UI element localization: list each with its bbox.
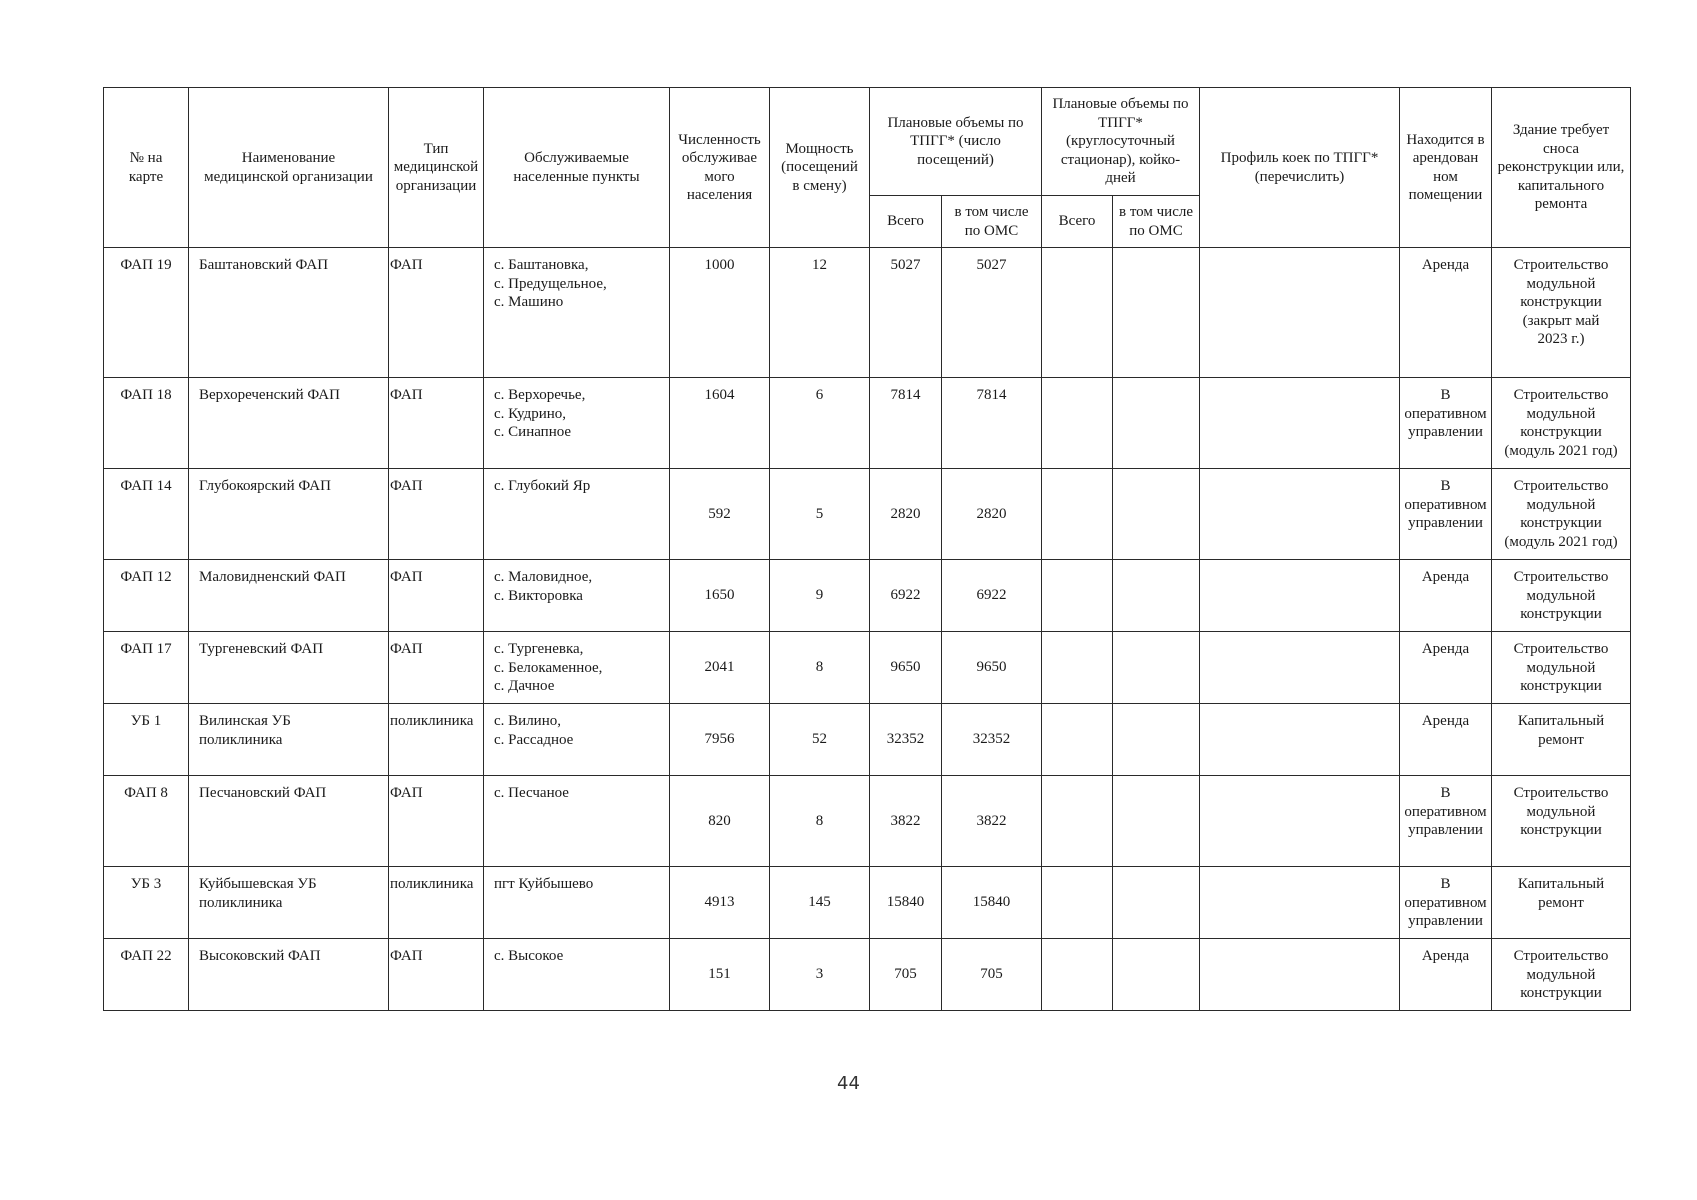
text-line: Аренда [1421, 948, 1470, 964]
text-line: модульной [1526, 803, 1596, 820]
text-line: с. Вилино, [494, 713, 561, 729]
cell-bed-profile [1200, 469, 1400, 560]
text-line: медицинской организации [204, 168, 373, 185]
text-line: Баштановский ФАП [199, 257, 329, 273]
cell-bed-profile [1200, 632, 1400, 704]
text-line: ремонта [1534, 196, 1588, 213]
text-line: ремонт [1538, 894, 1584, 911]
cell-organization-type: ФАП [389, 632, 484, 704]
table-row [104, 704, 1631, 776]
table-row [104, 560, 1631, 632]
header-beds-group [1042, 88, 1200, 196]
cell-premises [1400, 939, 1492, 1011]
text-line: поликлиника [199, 894, 283, 911]
text-line: Строительство [1513, 948, 1609, 964]
text-line: арендован [1412, 150, 1479, 166]
cell-beds-oms [1113, 939, 1200, 1011]
text-line: конструкции [1520, 424, 1602, 440]
text-line: с. Песчаное [494, 785, 569, 801]
cell-organization-name [189, 867, 389, 939]
text-line: конструкции [1520, 294, 1602, 310]
cell-beds-oms [1113, 704, 1200, 776]
cell-bed-profile [1200, 378, 1400, 469]
cell-population: 7956 [670, 704, 770, 776]
text-line: Капитальный [1517, 713, 1605, 729]
text-line: помещении [1408, 187, 1483, 203]
text-line: Строительство [1513, 257, 1609, 273]
table-header [104, 88, 1631, 248]
cell-bed-profile [1200, 704, 1400, 776]
cell-beds-total [1042, 867, 1113, 939]
cell-population: 1650 [670, 560, 770, 632]
text-line: В [1440, 478, 1451, 494]
text-line: модульной [1526, 405, 1596, 422]
cell-organization-type: поликлиника [389, 704, 484, 776]
cell-organization-name [189, 776, 389, 867]
cell-map-number: ФАП 12 [104, 560, 189, 632]
table-row [104, 776, 1631, 867]
text-line: ном [1433, 168, 1458, 185]
header-capacity [770, 88, 870, 248]
cell-building-status [1492, 867, 1631, 939]
text-line: с. Кудрино, [494, 405, 567, 422]
cell-organization-type: поликлиника [389, 867, 484, 939]
text-line: Маловидненский ФАП [199, 569, 346, 585]
cell-organization-name [189, 632, 389, 704]
cell-organization-type: ФАП [389, 939, 484, 1011]
cell-map-number: ФАП 14 [104, 469, 189, 560]
cell-population: 592 [670, 469, 770, 560]
header-visits-group [870, 88, 1042, 196]
text-line: управлении [1408, 913, 1483, 929]
text-line: с. Баштановка, [494, 257, 589, 273]
text-line: (модуль 2021 год) [1504, 442, 1618, 459]
text-line: Куйбышевская УБ [199, 876, 317, 892]
cell-organization-name [189, 469, 389, 560]
cell-visits-oms: 5027 [942, 248, 1042, 378]
cell-beds-oms [1113, 776, 1200, 867]
cell-beds-total [1042, 469, 1113, 560]
text-line: конструкции [1520, 515, 1602, 531]
text-line: Тип [423, 140, 449, 157]
cell-premises [1400, 704, 1492, 776]
text-line: карте [128, 168, 164, 185]
text-line: Аренда [1421, 569, 1470, 585]
cell-building-status [1492, 560, 1631, 632]
text-line: модульной [1526, 496, 1596, 513]
text-line: ТПГГ* [1098, 114, 1143, 131]
cell-visits-total: 5027 [870, 248, 942, 378]
cell-settlements [484, 939, 670, 1011]
text-line: Строительство [1513, 478, 1609, 494]
cell-beds-total [1042, 776, 1113, 867]
cell-capacity: 9 [770, 560, 870, 632]
table-body [104, 248, 1631, 1011]
cell-beds-oms [1113, 867, 1200, 939]
cell-visits-oms: 15840 [942, 867, 1042, 939]
text-line: с. Высокое [494, 948, 564, 964]
text-line: обслуживае [681, 150, 758, 166]
text-line: Высоковский ФАП [199, 948, 321, 964]
cell-building-status [1492, 704, 1631, 776]
header-visits-total: Всего [870, 196, 942, 248]
text-line: Аренда [1421, 713, 1470, 729]
cell-premises [1400, 378, 1492, 469]
cell-bed-profile [1200, 248, 1400, 378]
text-line: Аренда [1421, 257, 1470, 273]
text-line: с. Глубокий Яр [494, 478, 591, 494]
cell-visits-oms: 2820 [942, 469, 1042, 560]
cell-map-number: ФАП 19 [104, 248, 189, 378]
cell-visits-oms: 3822 [942, 776, 1042, 867]
cell-building-status [1492, 469, 1631, 560]
text-line: Строительство [1513, 785, 1609, 801]
cell-map-number: УБ 3 [104, 867, 189, 939]
header-name [189, 88, 389, 248]
cell-population: 2041 [670, 632, 770, 704]
header-premises [1400, 88, 1492, 248]
text-line: организации [395, 177, 477, 194]
text-line: реконструкции или, [1497, 159, 1625, 176]
cell-capacity: 8 [770, 632, 870, 704]
cell-visits-total: 9650 [870, 632, 942, 704]
cell-bed-profile [1200, 776, 1400, 867]
text-line: Аренда [1421, 641, 1470, 657]
cell-beds-oms [1113, 560, 1200, 632]
cell-beds-oms [1113, 632, 1200, 704]
text-line: Профиль коек по ТПГГ* [1220, 150, 1379, 166]
table-row [104, 469, 1631, 560]
text-line: Плановые объемы по [887, 114, 1024, 131]
cell-population: 820 [670, 776, 770, 867]
text-line: населенные пункты [513, 168, 640, 185]
document-sheet [103, 87, 1630, 1011]
cell-bed-profile [1200, 939, 1400, 1011]
cell-beds-total [1042, 704, 1113, 776]
cell-building-status [1492, 632, 1631, 704]
header-settlements [484, 88, 670, 248]
table-row [104, 939, 1631, 1011]
header-population [670, 88, 770, 248]
text-line: оперативном [1404, 803, 1487, 820]
text-line: оперативном [1404, 496, 1487, 513]
cell-visits-total: 705 [870, 939, 942, 1011]
text-line: с. Предущельное, [494, 275, 607, 292]
header-type [389, 88, 484, 248]
cell-building-status [1492, 776, 1631, 867]
text-line: в том числе [1118, 204, 1194, 220]
text-line: с. Рассадное [494, 731, 574, 748]
cell-map-number: ФАП 22 [104, 939, 189, 1011]
facilities-table [103, 87, 1631, 1011]
text-line: в том числе [954, 204, 1029, 220]
header-beds-total: Всего [1042, 196, 1113, 248]
table-row [104, 867, 1631, 939]
text-line: с. Тургеневка, [494, 641, 584, 657]
text-line: Плановые объемы по [1052, 96, 1189, 113]
cell-map-number: УБ 1 [104, 704, 189, 776]
cell-capacity: 52 [770, 704, 870, 776]
cell-map-number: ФАП 8 [104, 776, 189, 867]
text-line: Капитальный [1517, 876, 1605, 892]
text-line: Мощность [785, 140, 854, 157]
text-line: Песчановский ФАП [199, 785, 327, 801]
text-line: (закрыт май [1522, 312, 1600, 329]
text-line: (круглосуточный [1066, 133, 1175, 150]
cell-visits-oms: 6922 [942, 560, 1042, 632]
text-line: с. Верхоречье, [494, 387, 586, 403]
text-line: Наименование [241, 150, 336, 166]
cell-visits-total: 2820 [870, 469, 942, 560]
cell-visits-total: 15840 [870, 867, 942, 939]
cell-beds-total [1042, 939, 1113, 1011]
header-beds-oms [1113, 196, 1200, 248]
cell-visits-total: 6922 [870, 560, 942, 632]
text-line: пгт Куйбышево [494, 876, 594, 892]
cell-building-status [1492, 248, 1631, 378]
cell-bed-profile [1200, 560, 1400, 632]
text-line: конструкции [1520, 822, 1602, 838]
text-line: модульной [1526, 275, 1596, 292]
text-line: ремонт [1538, 731, 1584, 748]
cell-capacity: 145 [770, 867, 870, 939]
cell-premises [1400, 632, 1492, 704]
page-number: 44 [837, 1073, 860, 1094]
cell-population: 151 [670, 939, 770, 1011]
text-line: Здание требует [1512, 122, 1610, 139]
text-line: В [1440, 387, 1451, 403]
cell-organization-type: ФАП [389, 378, 484, 469]
text-line: В [1440, 785, 1451, 801]
cell-organization-name [189, 704, 389, 776]
cell-premises [1400, 248, 1492, 378]
cell-beds-oms [1113, 469, 1200, 560]
cell-organization-type: ФАП [389, 469, 484, 560]
cell-visits-total: 7814 [870, 378, 942, 469]
cell-beds-total [1042, 248, 1113, 378]
text-line: населения [686, 187, 753, 203]
cell-capacity: 6 [770, 378, 870, 469]
text-line: Строительство [1513, 387, 1609, 403]
cell-building-status [1492, 378, 1631, 469]
text-line: В [1440, 876, 1451, 892]
cell-premises [1400, 776, 1492, 867]
text-line: по ОМС [964, 222, 1019, 239]
text-line: (модуль 2021 год) [1504, 533, 1618, 550]
text-line: конструкции [1520, 985, 1602, 1001]
text-line: дней [1105, 170, 1136, 187]
text-line: 2023 г.) [1537, 331, 1585, 347]
text-line: модульной [1526, 587, 1596, 604]
text-line: модульной [1526, 966, 1596, 983]
text-line: оперативном [1404, 405, 1487, 422]
cell-beds-total [1042, 560, 1113, 632]
cell-visits-oms: 7814 [942, 378, 1042, 469]
cell-settlements [484, 248, 670, 378]
text-line: с. Викторовка [494, 587, 583, 604]
cell-organization-type: ФАП [389, 560, 484, 632]
cell-beds-total [1042, 632, 1113, 704]
cell-premises [1400, 469, 1492, 560]
text-line: по ОМС [1129, 222, 1183, 239]
cell-organization-name [189, 378, 389, 469]
cell-capacity: 12 [770, 248, 870, 378]
cell-beds-total [1042, 378, 1113, 469]
text-line: капитального [1517, 177, 1605, 194]
text-line: с. Дачное [494, 678, 555, 694]
cell-bed-profile [1200, 867, 1400, 939]
text-line: № на [129, 150, 163, 166]
text-line: Численность [678, 131, 761, 148]
text-line: сноса [1542, 140, 1580, 157]
text-line: с. Маловидное, [494, 569, 593, 585]
text-line: Верхореченский ФАП [199, 387, 340, 403]
text-line: конструкции [1520, 678, 1602, 694]
cell-population: 1000 [670, 248, 770, 378]
text-line: с. Синапное [494, 424, 572, 440]
text-line: Строительство [1513, 569, 1609, 585]
text-line: ТПГГ* (число [910, 133, 1001, 150]
cell-capacity: 3 [770, 939, 870, 1011]
text-line: Глубокоярский ФАП [199, 478, 331, 494]
text-line: посещений) [917, 151, 994, 168]
cell-visits-oms: 705 [942, 939, 1042, 1011]
text-line: конструкции [1520, 606, 1602, 622]
header-visits-oms [942, 196, 1042, 248]
text-line: медицинской [393, 159, 479, 176]
table-row [104, 378, 1631, 469]
text-line: Вилинская УБ [199, 713, 291, 729]
cell-building-status [1492, 939, 1631, 1011]
table-row [104, 248, 1631, 378]
header-profile [1200, 88, 1400, 248]
cell-settlements [484, 469, 670, 560]
text-line: с. Белокаменное, [494, 659, 603, 676]
text-line: управлении [1408, 515, 1483, 531]
cell-capacity: 8 [770, 776, 870, 867]
cell-settlements [484, 704, 670, 776]
cell-map-number: ФАП 17 [104, 632, 189, 704]
cell-settlements [484, 632, 670, 704]
cell-visits-total: 32352 [870, 704, 942, 776]
text-line: Тургеневский ФАП [199, 641, 324, 657]
cell-premises [1400, 560, 1492, 632]
text-line: мого [704, 168, 735, 185]
cell-visits-total: 3822 [870, 776, 942, 867]
cell-settlements [484, 867, 670, 939]
text-line: поликлиника [199, 731, 283, 748]
cell-organization-name [189, 939, 389, 1011]
cell-premises [1400, 867, 1492, 939]
header-num [104, 88, 189, 248]
text-line: стационар), койко- [1060, 151, 1181, 168]
cell-visits-oms: 9650 [942, 632, 1042, 704]
cell-settlements [484, 378, 670, 469]
text-line: Обслуживаемые [524, 150, 629, 166]
text-line: (перечислить) [1254, 168, 1345, 185]
cell-settlements [484, 776, 670, 867]
text-line: с. Машино [494, 294, 564, 310]
header-building [1492, 88, 1631, 248]
text-line: в смену) [792, 177, 847, 194]
cell-map-number: ФАП 18 [104, 378, 189, 469]
text-line: (посещений [781, 159, 858, 176]
cell-beds-oms [1113, 248, 1200, 378]
text-line: Строительство [1513, 641, 1609, 657]
cell-settlements [484, 560, 670, 632]
cell-capacity: 5 [770, 469, 870, 560]
cell-population: 1604 [670, 378, 770, 469]
cell-organization-type: ФАП [389, 248, 484, 378]
cell-organization-name [189, 560, 389, 632]
cell-visits-oms: 32352 [942, 704, 1042, 776]
text-line: оперативном [1404, 894, 1487, 911]
cell-population: 4913 [670, 867, 770, 939]
text-line: управлении [1408, 424, 1483, 440]
cell-beds-oms [1113, 378, 1200, 469]
table-row [104, 632, 1631, 704]
cell-organization-type: ФАП [389, 776, 484, 867]
cell-organization-name [189, 248, 389, 378]
text-line: управлении [1408, 822, 1483, 838]
text-line: модульной [1526, 659, 1596, 676]
text-line: Находится в [1406, 131, 1485, 148]
